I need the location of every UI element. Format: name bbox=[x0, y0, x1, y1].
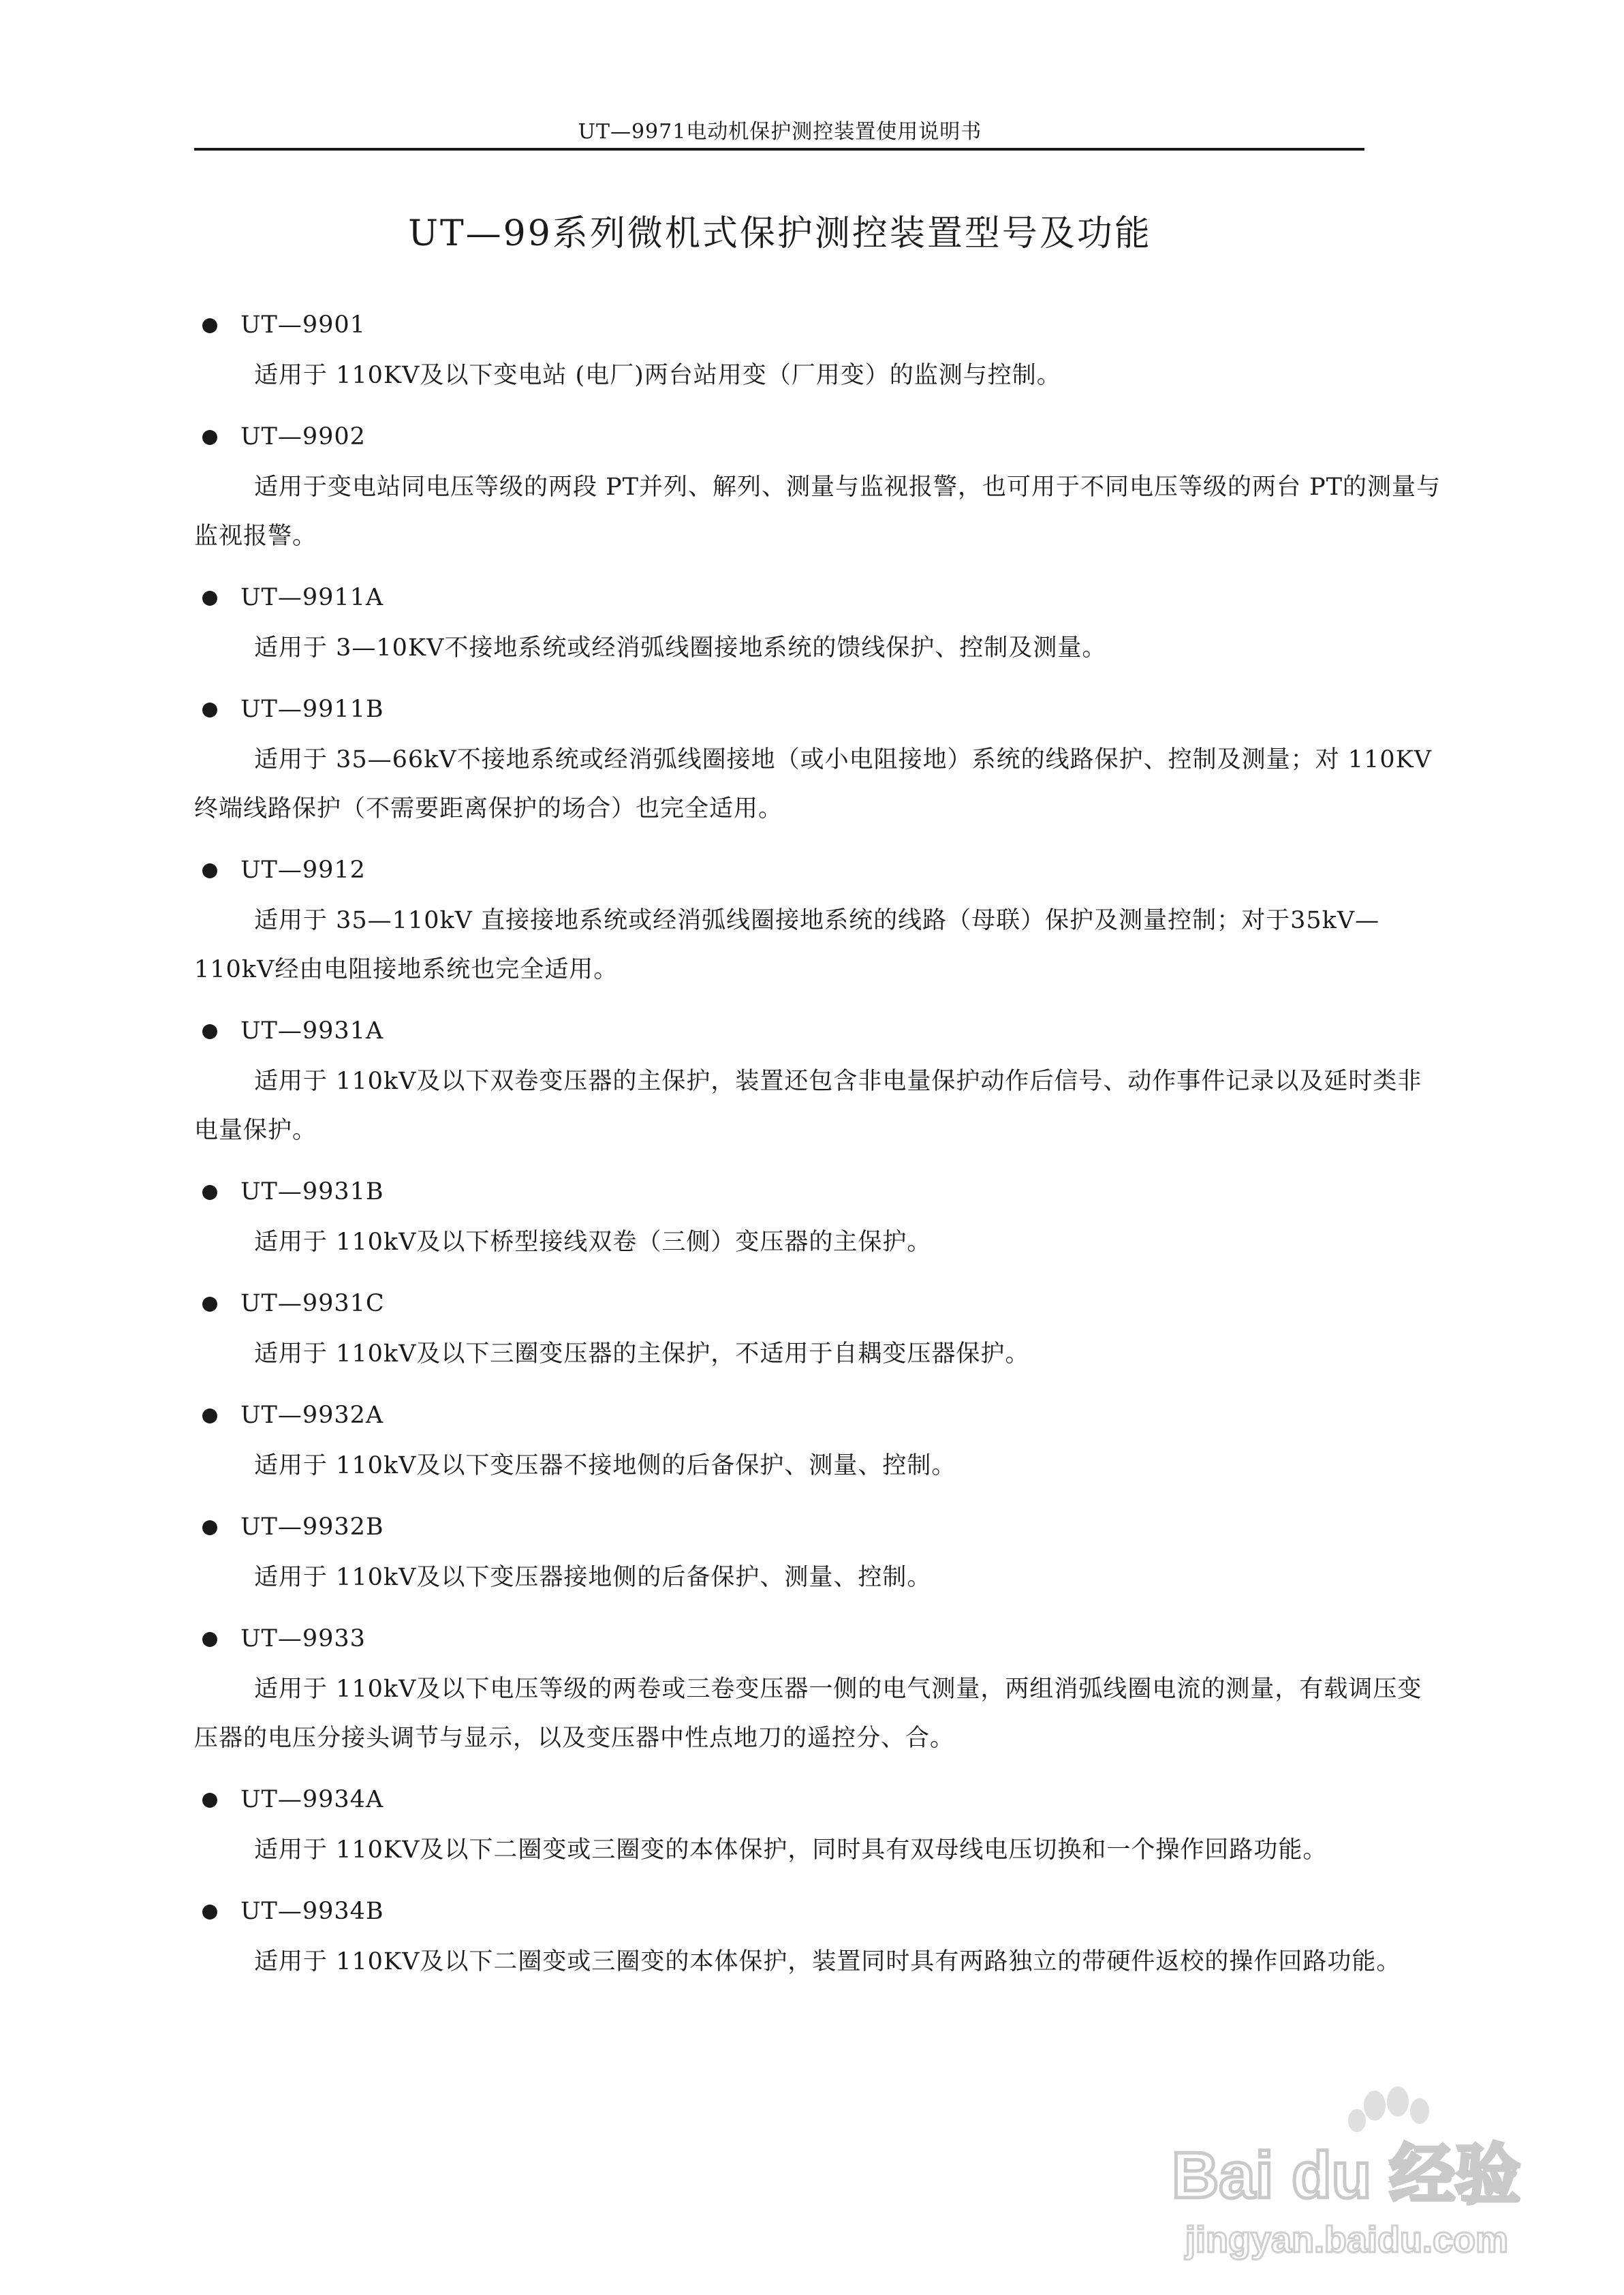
model-list bbox=[194, 303, 1442, 2001]
model-name: UT—9901 bbox=[240, 311, 366, 339]
paw-toe-icon bbox=[1348, 2109, 1366, 2132]
model-name: UT—9912 bbox=[240, 857, 366, 884]
list-item-ut-9932a bbox=[194, 1393, 1442, 1490]
paw-toe-icon bbox=[1364, 2091, 1386, 2121]
model-name: UT—9934A bbox=[240, 1786, 384, 1813]
model-description: 适用于 110kV及以下三圈变压器的主保护，不适用于自耦变压器保护。 bbox=[254, 1340, 1030, 1368]
bullet-icon bbox=[202, 1793, 217, 1808]
model-name: UT—9931C bbox=[240, 1290, 385, 1317]
list-item-ut-9912 bbox=[194, 848, 1442, 994]
model-description: 适用于 35—66kV不接地系统或经消弧线圈接地（或小电阻接地）系统的线路保护、控制及测量；对 110KV终端线路保护（不需要距离保护的场合）也完全适用。 bbox=[194, 746, 1433, 822]
model-description: 适用于 110kV及以下变压器不接地侧的后备保护、测量、控制。 bbox=[254, 1452, 956, 1479]
model-description: 适用于 110kV及以下桥型接线双卷（三侧）变压器的主保护。 bbox=[254, 1229, 932, 1256]
bullet-icon bbox=[202, 1905, 217, 1920]
list-item-ut-9911b bbox=[194, 688, 1442, 833]
list-item-ut-9933 bbox=[194, 1617, 1442, 1763]
bullet-icon bbox=[202, 1024, 217, 1039]
model-name: UT—9911B bbox=[240, 696, 384, 723]
model-description: 适用于变电站同电压等级的两段 PT并列、解列、测量与监视报警，也可用于不同电压等级的两台 PT的测量与监视报警。 bbox=[194, 474, 1441, 550]
list-item-ut-9932b bbox=[194, 1505, 1442, 1602]
bullet-icon bbox=[202, 863, 217, 878]
watermark-url: jingyan.baidu.com bbox=[1185, 2219, 1509, 2260]
model-description: 适用于 110KV及以下二圈变或三圈变的本体保护，装置同时具有两路独立的带硬件返校的操作回路功能。 bbox=[254, 1948, 1401, 1975]
list-item-ut-9931b bbox=[194, 1170, 1442, 1267]
model-description: 适用于 110KV及以下二圈变或三圈变的本体保护，同时具有双母线电压切换和一个操作回路功能。 bbox=[254, 1836, 1328, 1864]
bullet-icon bbox=[202, 430, 217, 445]
list-item-ut-9931a bbox=[194, 1009, 1442, 1155]
model-name: UT—9911A bbox=[240, 584, 384, 611]
model-name: UT—9931A bbox=[240, 1017, 384, 1045]
bullet-icon bbox=[202, 703, 217, 718]
model-name: UT—9933 bbox=[240, 1625, 366, 1652]
list-item-ut-9902 bbox=[194, 415, 1442, 561]
model-description: 适用于 35—110kV 直接接地系统或经消弧线圈接地系统的线路（母联）保护及测量控制；对于35kV—110kV经由电阻接地系统也完全适用。 bbox=[194, 907, 1380, 983]
model-description: 适用于 3—10KV不接地系统或经消弧线圈接地系统的馈线保护、控制及测量。 bbox=[254, 634, 1107, 662]
bullet-icon bbox=[202, 1185, 217, 1200]
list-item-ut-9911a bbox=[194, 576, 1442, 673]
list-item-ut-9901 bbox=[194, 303, 1442, 400]
bullet-icon bbox=[202, 1632, 217, 1647]
model-description: 适用于 110kV及以下变压器接地侧的后备保护、测量、控制。 bbox=[254, 1564, 932, 1591]
model-description: 适用于 110kV及以下双卷变压器的主保护，装置还包含非电量保护动作后信号、动作事件记录以及延时类非电量保护。 bbox=[194, 1068, 1422, 1144]
model-name: UT—9931B bbox=[240, 1178, 384, 1205]
watermark-logo: Bai du 经验 bbox=[1172, 2139, 1521, 2212]
bullet-icon bbox=[202, 591, 217, 606]
page-title: UT—99系列微机式保护测控装置型号及功能 bbox=[408, 213, 1152, 254]
model-description: 适用于 110kV及以下电压等级的两卷或三卷变压器一侧的电气测量，两组消弧线圈电流的测量，有载调压变压器的电压分接头调节与显示，以及变压器中性点地刀的遥控分、合。 bbox=[194, 1676, 1422, 1752]
model-name: UT—9932B bbox=[240, 1513, 384, 1541]
bullet-icon bbox=[202, 1520, 217, 1535]
header-rule bbox=[194, 148, 1364, 151]
model-description: 适用于 110KV及以下变电站 (电厂)两台站用变（厂用变）的监测与控制。 bbox=[254, 362, 1061, 389]
paw-toe-icon bbox=[1410, 2098, 1429, 2124]
paw-toe-icon bbox=[1387, 2086, 1409, 2116]
model-name: UT—9932A bbox=[240, 1402, 384, 1429]
bullet-icon bbox=[202, 1408, 217, 1423]
model-name: UT—9902 bbox=[240, 423, 366, 450]
running-header: UT—9971电动机保护测控装置使用说明书 bbox=[578, 120, 982, 144]
list-item-ut-9934b bbox=[194, 1890, 1442, 1986]
list-item-ut-9931c bbox=[194, 1282, 1442, 1378]
model-name: UT—9934B bbox=[240, 1898, 384, 1925]
list-item-ut-9934a bbox=[194, 1778, 1442, 1875]
baidu-jingyan-watermark bbox=[1158, 2078, 1594, 2283]
bullet-icon bbox=[202, 1297, 217, 1312]
bullet-icon bbox=[202, 318, 217, 333]
